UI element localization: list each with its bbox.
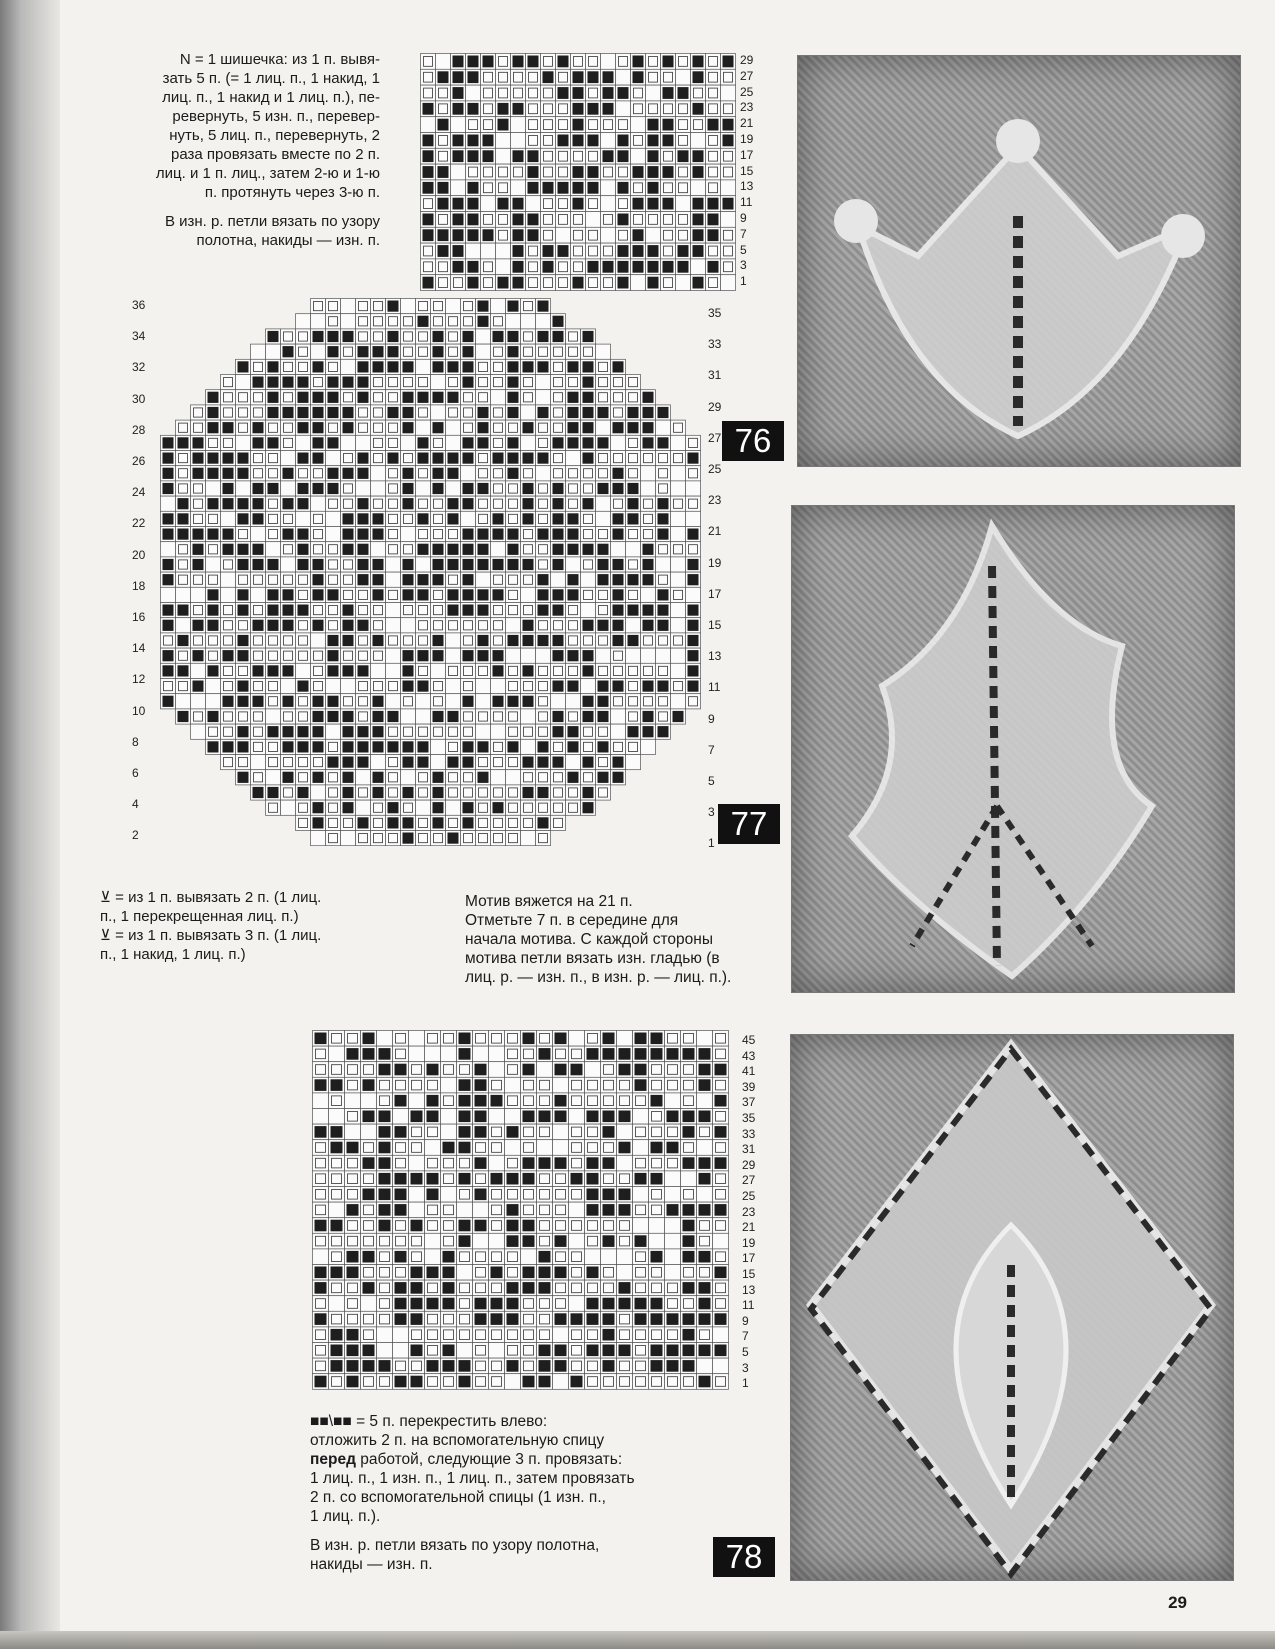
row-number: 6 — [132, 766, 139, 780]
row-number: 1 — [708, 836, 715, 851]
note-77-line-3: начала мотива. С каждой стороны — [465, 931, 713, 948]
page-bottom-edge — [0, 1631, 1275, 1649]
row-number: 27 — [742, 1173, 756, 1188]
row-number: 12 — [132, 672, 146, 687]
row-number: 10 — [132, 703, 146, 718]
legend-76-line-2: зать 5 п. (= 1 лиц. п., 1 накид, 1 — [162, 70, 380, 87]
row-number: 17 — [708, 586, 722, 601]
row-number: 34 — [132, 329, 146, 344]
row-number: 15 — [708, 618, 722, 632]
row-number: 24 — [132, 485, 146, 500]
increase-2-icon: ⊻ — [100, 889, 116, 906]
row-number: 29 — [742, 1157, 756, 1172]
row-number: 7 — [742, 1329, 749, 1344]
row-number: 37 — [742, 1095, 756, 1110]
legend-77-line-4: п., 1 накид, 1 лиц. п.) — [100, 946, 246, 963]
row-number: 28 — [132, 422, 146, 437]
legend-78-cross-1: = 5 п. перекрестить влево: — [356, 1413, 548, 1430]
note-77-line-1: Мотив вяжется на 21 п. — [465, 893, 633, 910]
legend-78-cross-3: работой, следующие 3 п. провязать: — [360, 1451, 623, 1468]
row-number: 29 — [740, 53, 754, 67]
row-number: 18 — [132, 578, 146, 593]
chart-76-grid — [420, 53, 736, 291]
row-number: 20 — [132, 547, 146, 562]
row-number: 5 — [740, 242, 747, 257]
legend-77-line-3: = из 1 п. вывязать 3 п. (1 лиц. — [115, 927, 322, 944]
row-number: 7 — [740, 226, 747, 241]
row-number: 22 — [132, 516, 146, 531]
row-number: 16 — [132, 610, 146, 624]
row-number: 39 — [742, 1079, 756, 1094]
row-number: 31 — [708, 368, 722, 383]
row-number: 11 — [740, 195, 753, 210]
legend-78-wrong-side-1: В изн. р. петли вязать по узору полотна, — [310, 1537, 600, 1554]
legend-78-bold-word: перед — [310, 1451, 356, 1468]
row-number: 19 — [708, 555, 722, 570]
row-number: 5 — [742, 1345, 749, 1359]
row-number: 17 — [740, 147, 754, 162]
legend-78-cross-6: 1 лиц. п.). — [310, 1508, 381, 1525]
row-number: 17 — [742, 1251, 756, 1266]
legend-76-wrong-side-2: полотна, накиды — изн. п. — [196, 232, 380, 249]
row-number: 29 — [708, 399, 722, 414]
legend-76-line-5: нуть, 5 лиц. п., перевернуть, 2 — [169, 127, 380, 144]
legend-78-cross-2: отложить 2 п. на вспомогательную спицу — [310, 1432, 605, 1449]
row-number: 3 — [708, 805, 715, 820]
row-number: 8 — [132, 734, 139, 749]
row-number: 7 — [708, 742, 715, 757]
increase-3-icon: ⊻ — [100, 927, 116, 944]
row-number: 26 — [132, 454, 146, 468]
legend-76-line-1: N = 1 шишечка: из 1 п. вывя- — [179, 51, 380, 68]
legend-76 — [100, 50, 380, 260]
row-number: 3 — [742, 1360, 749, 1375]
row-number: 23 — [742, 1204, 756, 1219]
label-78: 78 — [713, 1537, 775, 1577]
label-77: 77 — [718, 804, 780, 844]
row-number: 21 — [740, 116, 754, 131]
row-number: 32 — [132, 360, 146, 375]
row-number: 27 — [740, 68, 754, 83]
legend-77-line-2: п., 1 перекрещенная лиц. п.) — [100, 908, 299, 925]
cross-5-left-icon: ■■\■■ — [310, 1413, 357, 1430]
note-77-line-2: Отметьте 7 п. в середине для — [465, 912, 679, 929]
row-number: 13 — [708, 649, 722, 664]
page-number: 29 — [1168, 1593, 1187, 1612]
row-number: 35 — [708, 306, 722, 320]
row-number: 23 — [740, 100, 754, 115]
row-number: 31 — [742, 1142, 756, 1157]
book-spine-shadow — [0, 0, 60, 1649]
legend-76-line-7: лиц. и 1 п. лиц., затем 2-ю и 1-ю — [155, 165, 380, 182]
note-77-line-4: мотива петли вязать изн. гладью (в — [465, 950, 720, 967]
row-number: 13 — [740, 179, 754, 194]
chart-78-grid — [312, 1030, 729, 1390]
row-number: 11 — [708, 680, 721, 695]
legend-76-line-6: раза провязать вместе по 2 п. — [171, 146, 380, 163]
row-number: 27 — [708, 430, 722, 445]
row-number: 1 — [740, 274, 747, 289]
photo-76-knit-sample — [797, 55, 1241, 467]
row-number: 25 — [742, 1189, 756, 1203]
row-number: 36 — [132, 298, 146, 312]
leaf-motif-77-icon — [792, 506, 1234, 992]
row-number: 19 — [742, 1235, 756, 1250]
row-number: 2 — [132, 828, 139, 843]
legend-78 — [310, 1412, 710, 1584]
row-number: 11 — [742, 1298, 755, 1313]
row-number: 25 — [740, 84, 754, 99]
legend-77 — [100, 888, 390, 964]
legend-76-line-4: ревернуть, 5 изн. п., перевер- — [172, 108, 380, 125]
photo-77-knit-sample — [791, 505, 1235, 993]
row-number: 43 — [742, 1048, 756, 1063]
row-number: 30 — [132, 391, 146, 406]
legend-76-line-8: п. протянуть через 3-ю п. — [204, 184, 380, 201]
note-77-line-5: лиц. р. — изн. п., в изн. р. — лиц. п.). — [465, 969, 732, 986]
row-number: 21 — [742, 1220, 756, 1235]
row-number: 1 — [742, 1376, 749, 1391]
row-number: 33 — [742, 1126, 756, 1141]
legend-76-wrong-side-1: В изн. р. петли вязать по узору — [164, 213, 380, 230]
row-number: 41 — [742, 1064, 756, 1079]
legend-77-line-1: = из 1 п. вывязать 2 п. (1 лиц. — [115, 889, 322, 906]
row-number: 4 — [132, 797, 139, 812]
row-number: 25 — [708, 462, 722, 476]
row-number: 5 — [708, 774, 715, 788]
row-number: 33 — [708, 337, 722, 352]
label-76: 76 — [722, 421, 784, 461]
legend-78-cross-5: 2 п. со вспомогательной спицы (1 изн. п., — [310, 1489, 606, 1506]
row-number: 9 — [740, 211, 747, 225]
note-77 — [465, 892, 795, 987]
row-number: 45 — [742, 1033, 756, 1047]
row-number: 15 — [740, 163, 754, 178]
row-number: 19 — [740, 132, 754, 146]
legend-76-line-3: лиц. п., 1 накид и 1 лиц. п.), пе- — [162, 89, 380, 106]
chart-77-grid — [160, 298, 701, 846]
row-number: 14 — [132, 641, 146, 656]
row-number: 3 — [740, 258, 747, 273]
row-number: 9 — [742, 1313, 749, 1328]
row-number: 35 — [742, 1111, 756, 1125]
legend-78-wrong-side-2: накиды — изн. п. — [310, 1556, 433, 1573]
photo-78-knit-sample — [790, 1034, 1234, 1581]
leaf-motif-76-icon — [798, 56, 1240, 466]
row-number: 9 — [708, 711, 715, 726]
row-number: 15 — [742, 1267, 756, 1281]
row-number: 13 — [742, 1282, 756, 1297]
row-number: 21 — [708, 524, 722, 539]
legend-78-cross-4: 1 лиц. п., 1 изн. п., 1 лиц. п., затем провязать — [310, 1470, 635, 1487]
row-number: 23 — [708, 493, 722, 508]
leaf-motif-78-icon — [791, 1035, 1233, 1580]
